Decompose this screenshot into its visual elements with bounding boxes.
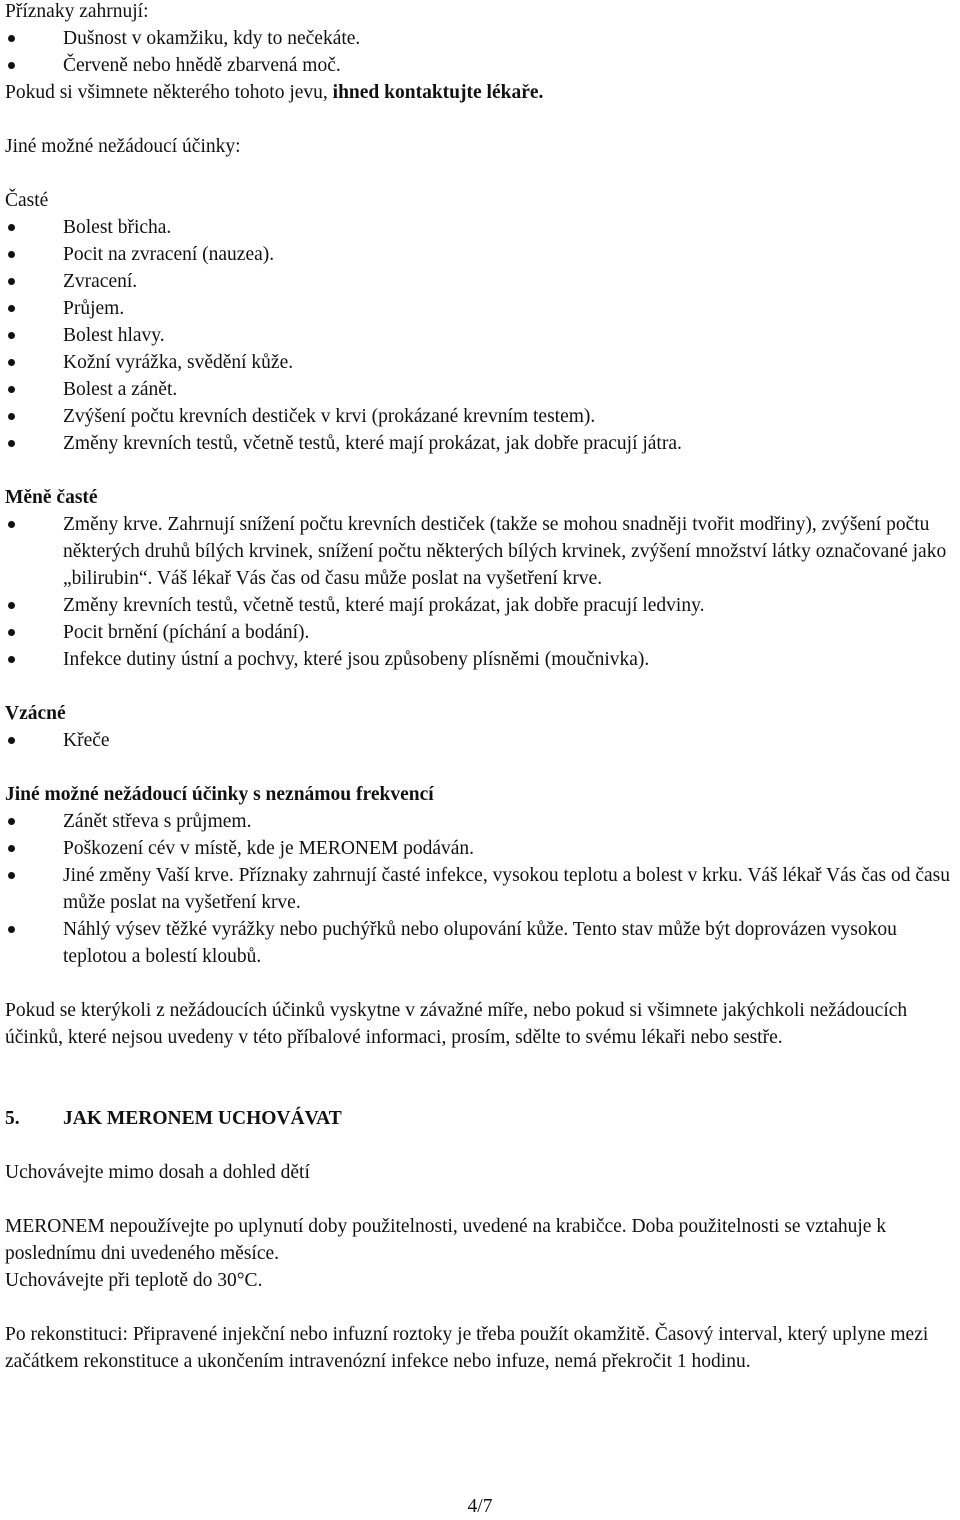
- bullet-icon: [8, 305, 15, 312]
- list-item: Zánět střeva s průjmem.: [5, 808, 955, 835]
- bullet-icon: [8, 278, 15, 285]
- list-item: Změny krevních testů, včetně testů, které mají prokázat, jak dobře pracují ledviny.: [5, 592, 955, 619]
- bullet-icon: [8, 332, 15, 339]
- storage-temperature: Uchovávejte při teplotě do 30°C.: [5, 1270, 263, 1291]
- list-item: Bolest a zánět.: [5, 376, 955, 403]
- bullet-icon: [8, 602, 15, 609]
- list-item: Pocit na zvracení (nauzea).: [5, 241, 955, 268]
- bullet-icon: [8, 629, 15, 636]
- list-item: Křeče: [5, 727, 955, 754]
- keep-out-of-reach: Uchovávejte mimo dosah a dohled dětí: [5, 1162, 310, 1183]
- uncommon-list: [5, 511, 955, 673]
- section-number: 5.: [5, 1108, 20, 1129]
- bullet-icon: [8, 926, 15, 933]
- bullet-icon: [8, 872, 15, 879]
- symptoms-intro: Příznaky zahrnují:: [5, 1, 149, 22]
- bullet-icon: [8, 818, 15, 825]
- reconstitution-paragraph: Po rekonstituci: Připravené injekční nebo infuzní roztoky je třeba použít okamžitě. Časový interval, který uplyne mezi začátkem rekonstituce a ukončením intravenózní infekce nebo infuze, nemá překročit 1 hodinu.: [5, 1324, 929, 1372]
- section-title-text: JAK MERONEM UCHOVÁVAT: [63, 1108, 342, 1129]
- list-item: Poškození cév v místě, kde je MERONEM podáván.: [5, 835, 955, 862]
- list-item: Pocit brnění (píchání a bodání).: [5, 619, 955, 646]
- list-item: Průjem.: [5, 295, 955, 322]
- list-item: Náhlý výsev těžké vyrážky nebo puchýřků nebo olupování kůže. Tento stav může být doprovázen vysokou teplotou a bolestí kloubů.: [5, 916, 955, 970]
- other-effects-intro: Jiné možné nežádoucí účinky:: [5, 136, 241, 157]
- common-heading: Časté: [5, 190, 49, 211]
- expiry-paragraph: MERONEM nepoužívejte po uplynutí doby použitelnosti, uvedené na krabičce. Doba použitelnosti se vztahuje k poslednímu dni uvedeného měsíce.: [5, 1216, 887, 1264]
- report-paragraph: Pokud se kterýkoli z nežádoucích účinků vyskytne v závažné míře, nebo pokud si všimnete jakýchkoli nežádoucích účinků, které nejsou uvedeny v této příbalové informaci, prosím, sdělte to svému lékaři nebo sestře.: [5, 1000, 908, 1048]
- bullet-icon: [8, 35, 15, 42]
- page-number: 4/7: [467, 1496, 493, 1517]
- bullet-icon: [8, 440, 15, 447]
- bullet-icon: [8, 845, 15, 852]
- bullet-icon: [8, 413, 15, 420]
- section-5-title: [5, 1105, 955, 1132]
- list-item: Červeně nebo hnědě zbarvená moč.: [5, 52, 955, 79]
- list-item: Zvracení.: [5, 268, 955, 295]
- bullet-icon: [8, 521, 15, 528]
- symptoms-list: [5, 25, 955, 79]
- contact-doctor-warning: ihned kontaktujte lékaře.: [332, 82, 544, 103]
- bullet-icon: [8, 359, 15, 366]
- list-item: Kožní vyrážka, svědění kůže.: [5, 349, 955, 376]
- list-item: Změny krve. Zahrnují snížení počtu krevních destiček (takže se mohou snadněji tvořit modřiny), zvýšení počtu některých druhů bílých krvinek, snížení počtu některých bílých krvinek, zvýšení množství látky označované jako „bilirubin“. Váš lékař Vás čas od času může poslat na vyšetření krve.: [5, 511, 955, 592]
- rare-list: [5, 727, 955, 754]
- list-item: Zvýšení počtu krevních destiček v krvi (prokázané krevním testem).: [5, 403, 955, 430]
- uncommon-heading: Měně časté: [5, 487, 98, 508]
- bullet-icon: [8, 251, 15, 258]
- list-item: Jiné změny Vaší krve. Příznaky zahrnují časté infekce, vysokou teplotu a bolest v krku. Váš lékař Vás čas od času může poslat na vyšetření krve.: [5, 862, 955, 916]
- list-item: Bolest hlavy.: [5, 322, 955, 349]
- list-item: Bolest břicha.: [5, 214, 955, 241]
- bullet-icon: [8, 656, 15, 663]
- document-page: [5, 0, 955, 1375]
- unknown-frequency-heading: Jiné možné nežádoucí účinky s neznámou frekvencí: [5, 784, 434, 805]
- bullet-icon: [8, 224, 15, 231]
- rare-heading: Vzácné: [5, 703, 66, 724]
- bullet-icon: [8, 386, 15, 393]
- list-item: Dušnost v okamžiku, kdy to nečekáte.: [5, 25, 955, 52]
- unknown-frequency-list: [5, 808, 955, 970]
- bullet-icon: [8, 62, 15, 69]
- list-item: Infekce dutiny ústní a pochvy, které jsou způsobeny plísněmi (moučnivka).: [5, 646, 955, 673]
- bullet-icon: [8, 737, 15, 744]
- list-item: Změny krevních testů, včetně testů, které mají prokázat, jak dobře pracují játra.: [5, 430, 955, 457]
- common-list: [5, 214, 955, 457]
- symptoms-notice: Pokud si všimnete některého tohoto jevu, ihned kontaktujte lékaře.: [5, 82, 544, 103]
